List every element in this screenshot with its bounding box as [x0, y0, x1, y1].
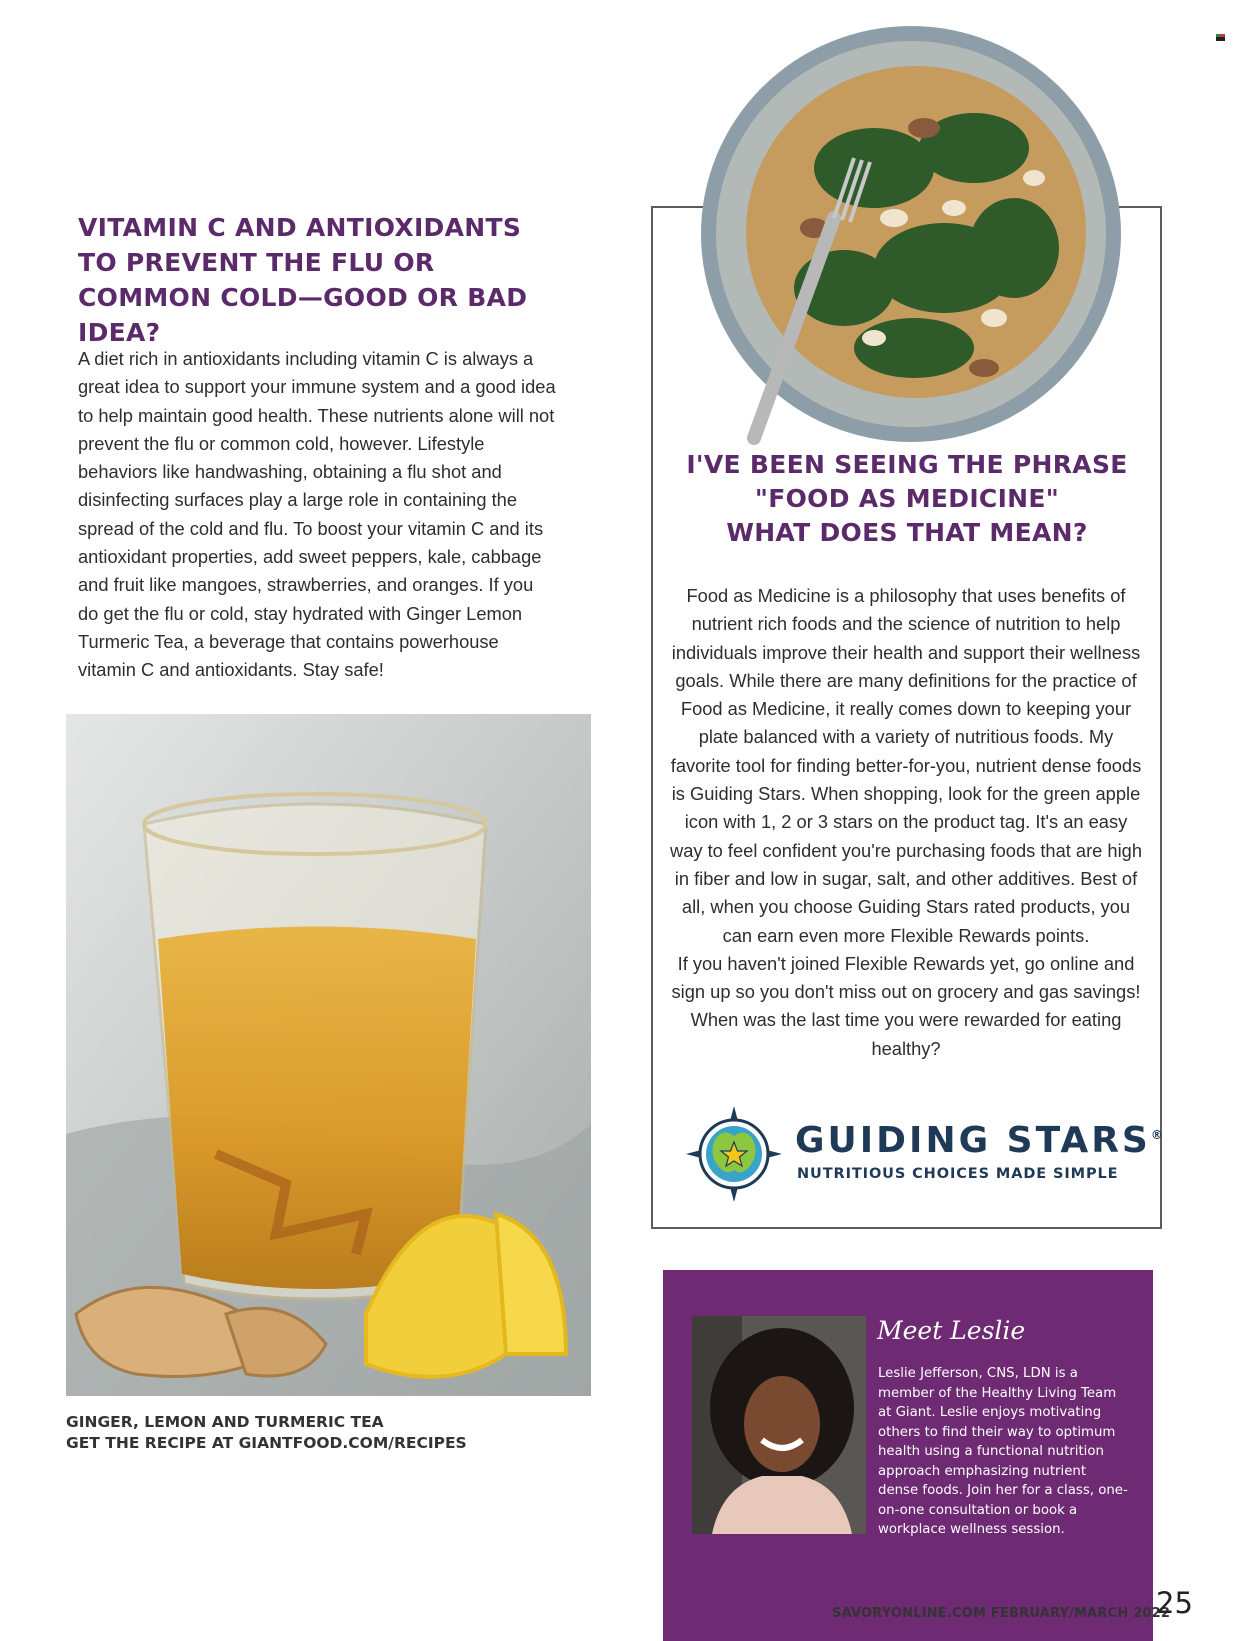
caption-recipe-link: GET THE RECIPE AT GIANTFOOD.COM/RECIPES: [66, 1434, 467, 1452]
page-number: 25: [1156, 1586, 1193, 1620]
guiding-stars-apple-icon: [686, 1106, 782, 1202]
body-paragraph-1: Food as Medicine is a philosophy that uses benefits of nutrient rich foods and the science of nutrition to help individuals improve their health and support their wellness goals. While there are many definitions for the practice of Food as Medicine, it really comes down to keeping your plate balanced with a variety of nutritious foods. My favorite tool for finding better-for-you, nutrient dense foods is Guiding Stars. When shopping, look for the green apple icon with 1, 2 or 3 stars on the product tag. It's an easy way to feel confident you're purchasing foods that are high in fiber and low in sugar, salt, and other additives. Best of all, when you choose Guiding Stars rated products, you can earn even more Flexible Rewards points.: [670, 585, 1142, 946]
photo-caption: [66, 1412, 586, 1454]
guiding-stars-name: GUIDING STARS: [795, 1120, 1151, 1161]
meet-leslie-title: Meet Leslie: [877, 1316, 1026, 1345]
leslie-bio-text: Leslie Jefferson, CNS, LDN is a member of the Healthy Living Team at Giant. Leslie enjoys motivating others to find their way to optimum health using a functional nutrition approach emphasizing nutrient dense foods. Join her for a class, one-on-one consultation or book a workplace wellness session.: [878, 1366, 1128, 1537]
caption-recipe-name: GINGER, LEMON AND TURMERIC TEA: [66, 1413, 384, 1431]
pasta-bowl-photo: [694, 18, 1128, 450]
leslie-portrait-photo: [692, 1316, 866, 1534]
guiding-stars-wordmark: [795, 1120, 1163, 1161]
registered-mark: ®: [1150, 1128, 1163, 1142]
heading-line-1: I'VE BEEN SEEING THE PHRASE: [686, 450, 1128, 479]
heading-line-3: WHAT DOES THAT MEAN?: [726, 518, 1088, 547]
corner-color-mark: [1216, 34, 1225, 41]
ginger-tea-photo: [66, 714, 591, 1396]
footer-site-issue: SAVORYONLINE.COM FEBRUARY/MARCH 2022: [832, 1606, 1171, 1621]
vitamin-c-body: A diet rich in antioxidants including vitamin C is always a great idea to support your immune system and a good idea to help maintain good health. These nutrients alone will not prevent the flu or common cold, however. Lifestyle behaviors like handwashing, obtaining a flu shot and disinfecting surfaces play a large role in containing the spread of the cold and flu. To boost your vitamin C and its antioxidant properties, add sweet peppers, kale, cabbage and fruit like mangoes, strawberries, and oranges. If you do get the flu or cold, stay hydrated with Ginger Lemon Turmeric Tea, a beverage that contains powerhouse vitamin C and antioxidants. Stay safe!: [78, 348, 556, 681]
food-as-medicine-heading: [662, 448, 1152, 550]
food-as-medicine-body: [668, 582, 1144, 1063]
guiding-stars-tagline: NUTRITIOUS CHOICES MADE SIMPLE: [797, 1166, 1119, 1182]
heading-line-2: "FOOD AS MEDICINE": [754, 484, 1060, 513]
vitamin-c-heading: VITAMIN C AND ANTIOXIDANTS TO PREVENT THE FLU OR COMMON COLD—GOOD OR BAD IDEA?: [78, 213, 528, 347]
body-paragraph-2: If you haven't joined Flexible Rewards yet, go online and sign up so you don't miss out on grocery and gas savings! When was the last time you were rewarded for eating healthy?: [671, 952, 1141, 1059]
